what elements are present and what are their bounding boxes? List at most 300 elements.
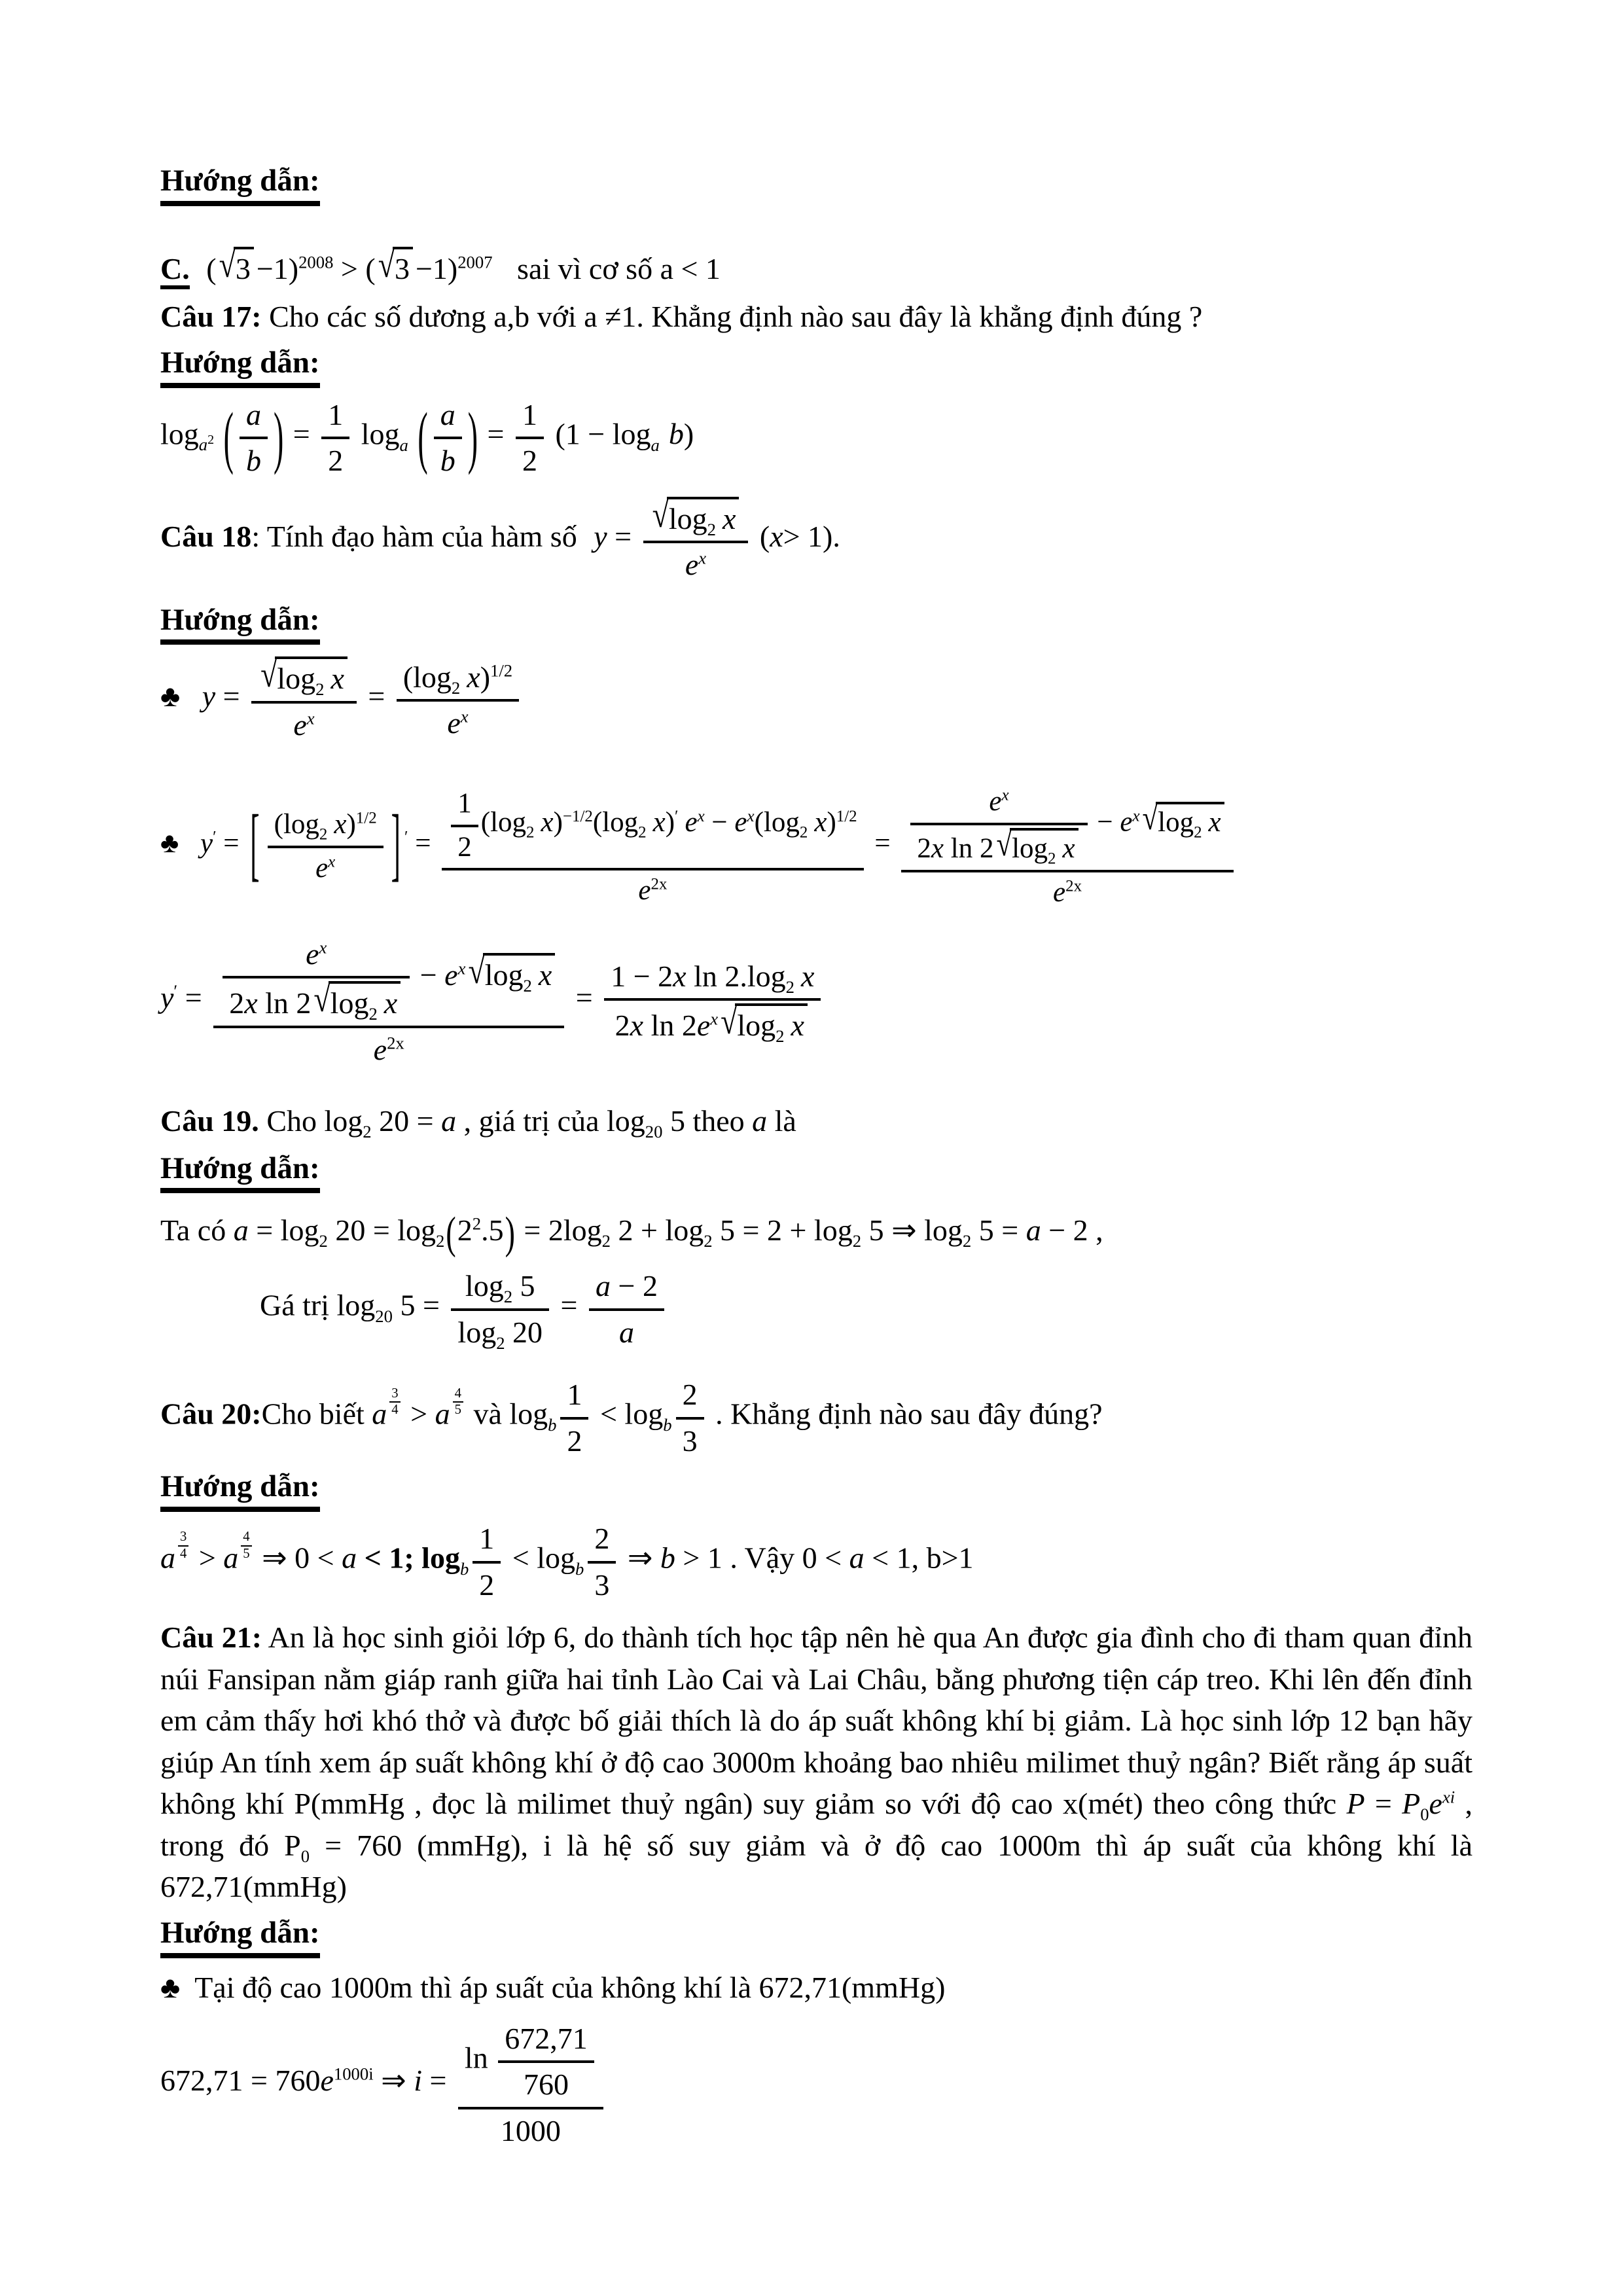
sqrt-radical-icon: √: [1142, 799, 1158, 838]
fraction: [560, 1374, 588, 1460]
question-label: Câu 18: [160, 519, 252, 553]
math-token: 2 + log: [610, 1213, 704, 1247]
math-token: < 1, b>1: [864, 1541, 974, 1575]
math-token: < log: [505, 1541, 576, 1575]
superscript-fraction: [241, 1530, 251, 1561]
math-variable: a: [849, 1541, 865, 1575]
body-text: An là học sinh giỏi lớp 6, do thành tích học tập nên hè qua An được gia đình cho đi tham quan đỉnh núi Fansipan nằm giáp ranh giữa hai tỉnh Lào Cai và Lai Châu, bằng phương tiện cáp treo. Khi lên đến đỉnh em cảm thấy hơi khó thở và được bố giải thích là do áp suất không khí bị giảm. Là học sinh lớp 12 bạn hãy giúp An tính xem áp suất không khí ở độ cao 3000m khoảng bao nhiêu milimet thuỷ ngân? Biết rằng áp suất không khí P(mmHg , đọc là milimet thuỷ ngân) suy giảm so với độ cao x(mét) theo công thức: [160, 1621, 1472, 1821]
body-text: 5 theo: [662, 1104, 753, 1138]
math-variable: x: [541, 806, 554, 838]
question-18-line: [160, 495, 1472, 584]
fraction-denominator: 5: [243, 1547, 250, 1562]
fraction-numerator: [589, 1266, 664, 1311]
fraction-denominator: [251, 704, 357, 744]
guide-heading: Hướng dẫn:: [160, 344, 320, 388]
sqrt-radicand: [329, 981, 401, 1022]
math-token: 5 =: [392, 1288, 448, 1322]
question-21-paragraph: [160, 1617, 1472, 1907]
superscript: [461, 707, 469, 726]
superscript: 1/2: [490, 660, 513, 681]
superscript: [747, 808, 755, 825]
fraction-numerator: 1: [473, 1518, 501, 1564]
sqrt-radicand: [275, 656, 348, 698]
fraction-numerator: [268, 806, 383, 848]
fraction-numerator: 1: [321, 395, 349, 440]
fraction-denominator: [589, 1311, 664, 1352]
fraction-denominator: [604, 1001, 821, 1045]
superscript: [1442, 1787, 1455, 1807]
math-token: log: [277, 662, 316, 696]
big-paren: ): [505, 1208, 515, 1258]
fraction-numerator: 3: [178, 1530, 188, 1547]
math-variable: e: [696, 1009, 711, 1043]
sqrt-expression: [652, 493, 740, 539]
math-token: .5: [481, 1213, 504, 1247]
superscript: 1000i: [333, 2064, 374, 2084]
fraction-numerator: [223, 934, 410, 979]
math-token: 20: [505, 1315, 543, 1349]
body-text: . Khẳng định nào sau đây là khẳng định đúng ?: [636, 300, 1203, 334]
math-variable: x: [747, 807, 755, 825]
superscript: ′: [173, 980, 178, 1001]
guide-heading: Hướng dẫn:: [160, 1149, 320, 1194]
math-variable: e: [1429, 1787, 1442, 1821]
math-token: ln: [464, 2041, 496, 2075]
math-token: 2: [229, 986, 245, 1020]
fraction-denominator: 2: [328, 444, 344, 477]
fraction-denominator: 2: [479, 1568, 495, 1602]
math-token: ): [553, 806, 563, 838]
math-variable: a: [160, 1541, 175, 1575]
sqrt-radicand: 3: [393, 247, 413, 288]
math-variable: x: [673, 959, 687, 993]
subscript: 2: [704, 1231, 713, 1251]
math-variable: x: [244, 986, 258, 1020]
math-token: ≠1: [605, 300, 637, 334]
math-token: =: [215, 679, 248, 713]
fraction: [251, 655, 357, 744]
subscript: [199, 435, 214, 454]
subscript: 2: [799, 823, 808, 842]
fraction-numerator: [213, 933, 564, 1028]
question-label: Câu 19.: [160, 1104, 259, 1138]
math-variable: y: [202, 679, 216, 713]
fraction: [589, 1266, 664, 1351]
superscript: [698, 808, 705, 825]
fraction-denominator: [901, 872, 1233, 910]
fraction-numerator: [910, 783, 1087, 825]
superscript: [710, 1009, 718, 1029]
math-variable: y: [200, 828, 213, 859]
math-variable: a: [435, 1397, 450, 1431]
math-token: ln 2: [643, 1009, 697, 1043]
answer-c-line: [160, 243, 1472, 288]
subscript: 20: [645, 1122, 663, 1142]
math-token: =: [560, 1288, 585, 1322]
fraction: [458, 2017, 603, 2150]
math-variable: x: [306, 708, 315, 728]
guide-heading-row: [160, 1149, 1472, 1194]
guide-heading: Hướng dẫn:: [160, 1914, 320, 1958]
math-variable: x: [652, 806, 666, 838]
superscript: [458, 958, 466, 978]
formula-21a: [160, 1969, 1472, 2007]
body-text: > 1).: [783, 519, 840, 553]
fraction-denominator: [910, 825, 1087, 867]
sqrt-radical-icon: √: [468, 950, 485, 991]
math-variable: e: [373, 1032, 387, 1066]
superscript: [698, 548, 706, 568]
fraction-numerator: [458, 2017, 603, 2109]
guide-heading-row: [160, 1914, 1472, 1958]
math-variable: x: [467, 660, 480, 694]
math-variable: a: [233, 1213, 249, 1247]
fraction-numerator: [434, 395, 462, 440]
math-token: (: [402, 660, 414, 694]
math-variable: e: [989, 786, 1002, 817]
body-text: và log: [465, 1397, 548, 1431]
fraction-numerator: 2: [588, 1518, 616, 1564]
superscript: 2x: [651, 875, 668, 893]
math-token: =: [421, 2063, 454, 2097]
superscript: [319, 937, 327, 957]
body-text: Gá trị log: [260, 1288, 376, 1322]
math-variable: x: [710, 1009, 719, 1029]
math-variable: b: [660, 1541, 675, 1575]
fraction-denominator: [240, 439, 268, 480]
guide-heading-row: [160, 162, 1472, 206]
math-token: = 2log: [516, 1213, 602, 1247]
subscript: 0: [300, 1846, 310, 1866]
fraction-denominator: 4: [391, 1403, 399, 1418]
math-token: 5 = 2 + log: [712, 1213, 853, 1247]
math-variable: e: [315, 852, 329, 884]
fraction-denominator: 2: [457, 831, 472, 863]
sqrt-radical-icon: √: [378, 243, 395, 285]
math-variable: a: [372, 1397, 387, 1431]
superscript: 2: [207, 433, 215, 448]
math-variable: x: [1208, 806, 1221, 838]
subscript: 2: [523, 975, 532, 996]
sqrt-radicand: [1010, 828, 1079, 867]
math-token: log: [602, 806, 639, 838]
question-20-line: [160, 1374, 1472, 1460]
math-token: ): [346, 809, 356, 840]
math-token: log: [330, 986, 369, 1020]
math-variable: a: [752, 1104, 768, 1138]
math-variable: e: [293, 708, 307, 742]
math-token: − 2 ,: [1041, 1213, 1103, 1247]
math-variable: a: [1026, 1213, 1041, 1247]
subscript: [651, 435, 660, 454]
body-text: Cho các số dương a,b với a: [261, 300, 605, 334]
fraction-denominator: [434, 439, 462, 480]
math-token: ln 2.log: [686, 959, 786, 993]
guide-heading: Hướng dẫn:: [160, 162, 320, 206]
big-paren: ): [273, 398, 284, 475]
math-token: log: [490, 806, 527, 838]
sqrt-radicand: [1156, 802, 1224, 840]
math-variable: a: [618, 1315, 634, 1349]
club-bullet-icon: ♣: [160, 1971, 181, 2005]
fraction-numerator: 4: [241, 1530, 251, 1547]
math-token: −1): [415, 251, 458, 285]
sqrt-expression: [313, 978, 401, 1024]
math-variable: e: [444, 958, 458, 992]
fraction-numerator: [451, 1266, 549, 1311]
big-paren: ): [467, 398, 478, 475]
superscript: [1002, 787, 1009, 804]
fraction-denominator: 3: [682, 1424, 698, 1458]
fraction: [901, 781, 1233, 910]
fraction-numerator: 1: [451, 785, 478, 827]
fraction-numerator: 672,71: [498, 2018, 594, 2064]
subscript: 2: [601, 1231, 611, 1251]
fraction-numerator: [442, 783, 863, 871]
fraction-numerator: 4: [453, 1387, 463, 1403]
fraction: [397, 657, 519, 742]
math-token: < 1; log: [357, 1541, 460, 1575]
math-variable: e: [685, 548, 699, 581]
subscript: 2: [526, 823, 535, 842]
superscript: [1132, 808, 1139, 825]
math-variable: b: [548, 1415, 557, 1435]
superscript-fraction: [178, 1530, 188, 1561]
body-text: Cho biết: [261, 1397, 372, 1431]
math-token: ): [480, 660, 491, 694]
math-token: (: [592, 806, 603, 838]
superscript: 1/2: [355, 809, 377, 827]
math-variable: x: [1132, 807, 1140, 825]
fraction: [442, 783, 863, 908]
math-token: −: [412, 958, 445, 992]
math-variable: b: [459, 1558, 469, 1579]
superscript: 2008: [298, 252, 334, 272]
fraction-numerator: 2: [676, 1374, 704, 1420]
body-text: : Tính đạo hàm của hàm số: [251, 519, 585, 553]
subscript: 0: [1420, 1804, 1429, 1825]
subscript: 2: [496, 1333, 505, 1354]
math-token: log: [465, 1269, 504, 1303]
body-text: , giá trị của log: [456, 1104, 645, 1138]
fraction-numerator: [604, 956, 821, 1001]
math-token: (: [480, 806, 491, 838]
subscript: 2: [451, 677, 461, 698]
math-token: log: [361, 417, 400, 451]
math-variable: x: [800, 959, 815, 993]
body-text: Tại độ cao 1000m thì áp suất của không khí là 672,71(mmHg): [194, 1971, 946, 2005]
math-token: log: [1158, 806, 1194, 838]
sqrt-expression: [260, 656, 348, 698]
fraction-numerator: [397, 657, 519, 702]
sqrt-expression: [378, 243, 413, 288]
subscript: 2: [436, 1231, 445, 1251]
superscript: 2: [472, 1213, 482, 1234]
guide-heading: Hướng dẫn:: [160, 601, 320, 645]
math-variable: i: [414, 2063, 422, 2097]
math-variable: e: [1053, 876, 1066, 908]
subscript: 2: [319, 825, 328, 844]
sqrt-radical-icon: √: [996, 825, 1012, 864]
math-token: (: [206, 251, 217, 285]
sqrt-radicand: 3: [234, 247, 254, 288]
math-variable: b: [440, 444, 455, 477]
sqrt-radicand: [735, 1003, 808, 1045]
math-token: =: [177, 980, 210, 1014]
math-token: log: [457, 1315, 497, 1349]
math-token: 672,71 = 760: [160, 2063, 321, 2097]
math-variable: x: [814, 806, 827, 838]
math-token: =: [293, 417, 318, 451]
fraction-denominator: [442, 870, 863, 908]
explanation-text: sai vì cơ số a < 1: [517, 251, 721, 285]
math-token: =: [368, 679, 393, 713]
math-token: > 1 . Vậy 0 <: [675, 1541, 849, 1575]
math-token: −1): [256, 251, 299, 285]
math-variable: e: [685, 806, 698, 838]
math-variable: e: [447, 706, 461, 740]
fraction-denominator: 2: [567, 1424, 582, 1458]
math-variable: x: [1001, 786, 1009, 804]
math-variable: e: [320, 2063, 334, 2097]
math-token: log: [1012, 833, 1048, 864]
math-variable: b: [668, 417, 684, 451]
fraction: [516, 395, 544, 480]
math-variable: x: [334, 809, 347, 840]
fraction: [268, 806, 383, 886]
math-variable: P: [1346, 1787, 1365, 1821]
fraction: [451, 785, 478, 865]
math-variable: e: [306, 937, 319, 971]
sqrt-expression: [468, 950, 555, 996]
subscript: 2: [776, 1026, 785, 1047]
math-variable: P: [1402, 1787, 1421, 1821]
math-token: (1 − log: [555, 417, 651, 451]
sqrt-radical-icon: √: [313, 978, 330, 1020]
math-variable: x: [770, 519, 783, 553]
math-variable: b: [663, 1415, 672, 1435]
math-variable: b: [575, 1558, 584, 1579]
sqrt-radical-icon: √: [219, 243, 236, 285]
math-variable: a: [441, 1104, 457, 1138]
fraction-denominator: 5: [454, 1403, 461, 1418]
math-variable: xi: [1442, 1787, 1455, 1807]
fraction: [498, 2018, 594, 2104]
math-token: 20 = log: [327, 1213, 437, 1247]
fraction-denominator: 2: [522, 444, 537, 477]
math-variable: e: [638, 875, 651, 906]
math-token: =: [575, 980, 601, 1014]
sqrt-radical-icon: √: [260, 654, 277, 695]
fraction-denominator: 760: [523, 2068, 569, 2102]
formula-18a: [160, 655, 1472, 744]
math-variable: x: [791, 1009, 804, 1043]
math-token: = log: [248, 1213, 319, 1247]
math-token: log: [763, 806, 800, 838]
club-bullet-icon: ♣: [160, 679, 181, 713]
subscript: 2: [1194, 823, 1202, 842]
superscript-fraction: [453, 1387, 463, 1418]
math-token: =: [1364, 1787, 1402, 1821]
math-token: ⇒: [373, 2063, 414, 2097]
subscript: 2: [962, 1231, 972, 1251]
big-bracket: ]: [391, 800, 401, 890]
fraction: [240, 395, 268, 480]
fraction-denominator: [223, 978, 410, 1022]
superscript: ′: [213, 828, 217, 846]
fraction-numerator: [251, 655, 357, 704]
math-variable: a: [342, 1541, 357, 1575]
math-variable: x: [697, 807, 705, 825]
fraction-numerator: [643, 495, 749, 544]
body-text: = 760 (mmHg), i là hệ số suy giảm và ở độ cao 1000m thì áp suất của không khí là 672,71(mmHg): [160, 1828, 1472, 1903]
fraction: [676, 1374, 704, 1460]
math-variable: x: [383, 986, 398, 1020]
math-token: < log: [592, 1397, 664, 1431]
fraction-numerator: [240, 395, 268, 440]
math-token: (: [274, 809, 283, 840]
superscript: 2007: [457, 252, 493, 272]
superscript: ′: [404, 828, 408, 846]
big-paren: (: [418, 398, 428, 475]
math-variable: e: [734, 806, 747, 838]
math-token: −: [704, 806, 735, 838]
answer-label: C.: [160, 252, 190, 289]
math-token: log: [283, 809, 319, 840]
sqrt-radical-icon: √: [721, 1001, 738, 1042]
math-variable: a: [399, 435, 408, 455]
fraction-denominator: [451, 1311, 549, 1352]
math-variable: x: [630, 1009, 644, 1043]
fraction: [451, 1266, 549, 1354]
math-token: ): [683, 417, 694, 451]
guide-heading: Hướng dẫn:: [160, 1467, 320, 1512]
body-text: , trong đó P: [160, 1787, 1472, 1862]
subscript: 2: [319, 1231, 328, 1251]
body-text: (: [759, 519, 770, 553]
subscript: 2: [368, 1004, 378, 1024]
math-token: ⇒ 0 <: [254, 1541, 342, 1575]
math-token: log: [160, 417, 199, 451]
subscript: 2: [852, 1231, 862, 1251]
guide-heading-row: [160, 601, 1472, 645]
fraction: [604, 956, 821, 1045]
subscript: 2: [363, 1122, 372, 1142]
math-variable: a: [440, 397, 455, 431]
math-token: 2: [615, 1009, 630, 1043]
fraction: [321, 395, 349, 480]
math-token: =: [487, 417, 512, 451]
math-variable: b: [245, 444, 261, 477]
math-token: 5 =: [971, 1213, 1026, 1247]
guide-heading-row: [160, 1467, 1472, 1512]
subscript: [548, 1415, 556, 1435]
question-label: Câu 20:: [160, 1397, 262, 1431]
body-text: . Khẳng định nào sau đây đúng?: [707, 1397, 1103, 1431]
big-paren: (: [223, 398, 234, 475]
fraction-denominator: [213, 1028, 564, 1069]
subscript: [663, 1415, 671, 1435]
question-19-line: [160, 1102, 1472, 1140]
math-token: ): [665, 806, 675, 838]
formula-20: [160, 1518, 1472, 1604]
math-variable: a: [245, 397, 261, 431]
math-token: 5: [512, 1269, 535, 1303]
question-label: Câu 17:: [160, 300, 262, 334]
math-token: ln 2: [257, 986, 312, 1020]
fraction-denominator: 3: [594, 1568, 610, 1602]
math-token: =: [874, 828, 898, 859]
